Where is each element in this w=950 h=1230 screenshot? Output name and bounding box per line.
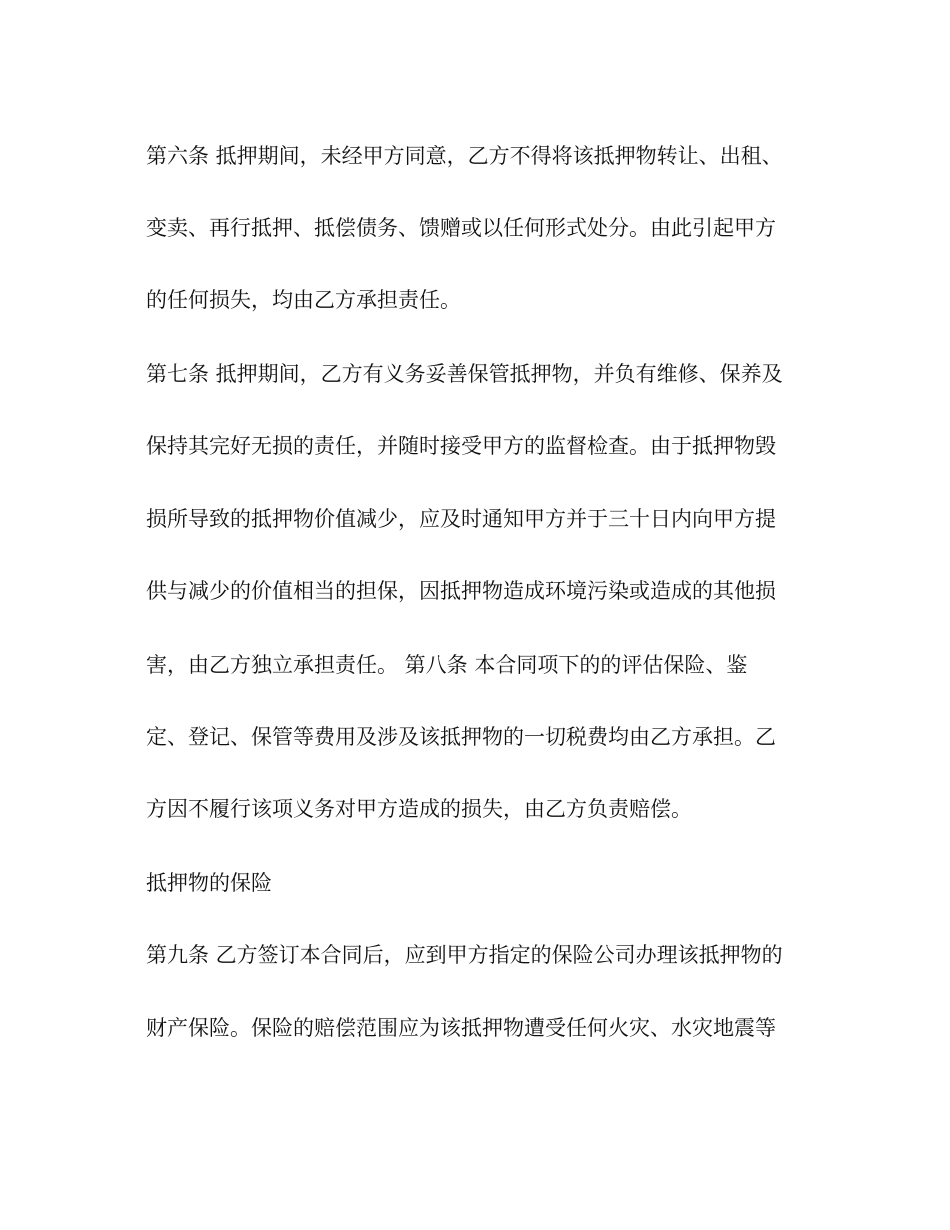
text-line: 第九条 乙方签订本合同后，应到甲方指定的保险公司办理该抵押物的 xyxy=(146,943,783,967)
text-line: 方因不履行该项义务对甲方造成的损失，由乙方负责赔偿。 xyxy=(146,797,692,821)
text-line: 供与减少的价值相当的担保，因抵押物造成环境污染或造成的其他损 xyxy=(146,579,776,603)
text-line: 损所导致的抵押物价值减少，应及时通知甲方并于三十日内向甲方提 xyxy=(146,507,776,531)
text-line: 第六条 抵押期间，未经甲方同意，乙方不得将该抵押物转让、出租、 xyxy=(146,144,783,168)
text-line: 定、登记、保管等费用及涉及该抵押物的一切税费均由乙方承担。乙 xyxy=(146,725,776,749)
text-line: 第七条 抵押期间，乙方有义务妥善保管抵押物，并负有维修、保养及 xyxy=(146,362,783,386)
section-heading: 抵押物的保险 xyxy=(146,871,272,895)
text-line: 的任何损失，均由乙方承担责任。 xyxy=(146,288,461,312)
text-line: 害，由乙方独立承担责任。 第八条 本合同项下的的评估保险、鉴 xyxy=(146,653,748,677)
text-line: 变卖、再行抵押、抵偿债务、馈赠或以任何形式处分。由此引起甲方 xyxy=(146,216,776,240)
text-line: 保持其完好无损的责任，并随时接受甲方的监督检查。由于抵押物毁 xyxy=(146,434,776,458)
text-line: 财产保险。保险的赔偿范围应为该抵押物遭受任何火灾、水灾地震等 xyxy=(146,1016,776,1040)
